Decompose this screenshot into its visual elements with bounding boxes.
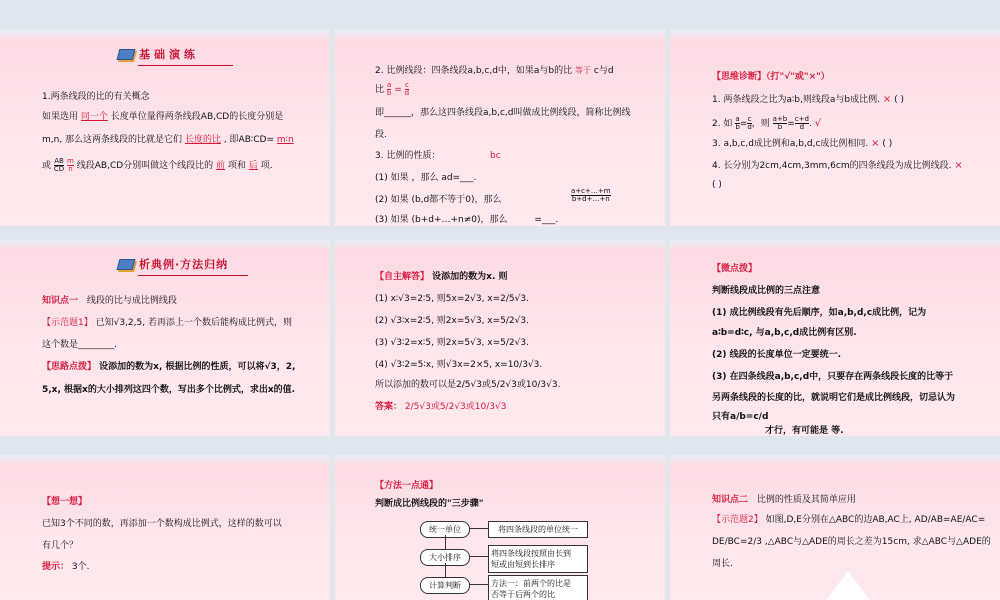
- tips-line-5: 另两条线段的长度的比，就说明它们是成比例线段，切忌认为: [712, 393, 956, 403]
- solution-case-4: (4) √3∶2=5∶x, 则√3x=2×5, x=10/3√3.: [375, 360, 543, 370]
- slide-tips: [670, 240, 1000, 436]
- tips-line-3: (2) 线段的长度单位一定要统一.: [712, 350, 842, 360]
- def-line-4: 段.: [375, 130, 387, 140]
- example-2-line-3: 周长.: [712, 559, 733, 569]
- flow-desc-unify: 将四条线段的单位统一: [488, 521, 588, 538]
- concept-title: 1.两条线段的比的有关概念: [42, 92, 150, 102]
- para-line-1: 如果选用 同一个 长度单位量得两条线段AB,CD的长度分别是: [42, 112, 284, 122]
- prop-title: 3. 比例的性质：: [375, 151, 441, 161]
- cross-mark: ×: [882, 94, 892, 105]
- sum-fraction: a+c+…+m b+d+…+n: [571, 187, 611, 203]
- knowledge-point-1: 知识点一 线段的比与成比例线段: [42, 296, 177, 306]
- slide-proportional-segments: [335, 30, 665, 226]
- diag-header: 【思维诊断】（打"√"或"×"）: [712, 72, 830, 82]
- tips-line-7: 才行，有可能是 等.: [765, 426, 844, 436]
- para-line-3: 或 $\frac{AB}{CD}$ $\frac{m}{n}$ 线段AB,CD分别叫做这个线段比的 前 项和 后 项.: [42, 157, 273, 173]
- think-hint: 提示： 3个.: [42, 562, 90, 572]
- method-title: 判断成比例线段的"三步骤": [375, 499, 484, 509]
- tips-line-6: 只有a/b=c/d: [712, 412, 769, 422]
- section-header: [118, 46, 199, 62]
- cross-mark: ×: [954, 160, 963, 171]
- think-header: 【想一想】: [42, 497, 88, 507]
- example-2-line-2: DE/BC=2/3 ,△ABC与△ADE的周长之差为15cm, 求△ABC与△ADE的: [712, 537, 991, 547]
- slide-basic-practice: [0, 30, 330, 226]
- diag-q2: 2. 如 $\frac{a}{b}$ = $\frac{c}{d}$ ，则 $\frac{a+b}{b}$ = $\frac{c+d}{d}$ . √: [712, 115, 822, 131]
- prop-line-3: (3) 如果 (b+d+…+n≠0)，那么 =___.: [375, 215, 559, 225]
- flow-desc-sort: 将四条线段按照由长到 短或由短到长排序: [488, 545, 588, 573]
- diag-q4-paren: ( ): [712, 180, 722, 190]
- flow-step-compute: 计算判断: [420, 577, 470, 594]
- blank-answer-3: m∶n: [276, 135, 294, 145]
- diag-q1: 1. 两条线段之比为a∶b,则线段a与b成比例. × ( ): [712, 94, 904, 105]
- book-icon: [117, 259, 136, 270]
- example-1-line-1: 【示范题1】 已知√3,2,5, 若再添上一个数后能构成比例式，则: [42, 318, 292, 328]
- solution-summary: 所以添加的数可以是2/5√3或5/2√3或10/3√3.: [375, 380, 561, 390]
- tips-header: 【微点拨】: [712, 264, 758, 274]
- prop-line-1: (1) 如果 ，那么 ad=___.: [375, 173, 477, 183]
- flow-step-sort: 大小排序: [420, 549, 470, 566]
- slide-example-analysis: [0, 240, 330, 436]
- solution-case-2: (2) √3∶x=2∶5, 则2x=5√3, x=5/2√3.: [375, 316, 529, 326]
- cross-mark: ×: [871, 138, 880, 149]
- slide-think: [0, 455, 330, 600]
- book-icon: [117, 49, 136, 60]
- flow-step-unify: 统一单位: [420, 521, 470, 538]
- solution-case-3: (3) √3∶2=x∶5, 则2x=5√3, x=5/2√3.: [375, 338, 529, 348]
- blank-answer-2: 长度的比: [184, 135, 221, 145]
- prop-line-2: (2) 如果 (b,d都不等于0)，那么: [375, 195, 502, 205]
- tips-line-4: (3) 在四条线段a,b,c,d中，只要存在两条线段长度的比等于: [712, 372, 954, 382]
- answer-bc: bc: [490, 151, 501, 161]
- slide-method: [335, 455, 665, 600]
- slide-knowledge-2: [670, 455, 1000, 600]
- solution-header: 【自主解答】 设添加的数为x. 则: [375, 272, 508, 282]
- think-line-2: 有几个？: [42, 541, 79, 551]
- fraction-m-n: $\frac{m}{n}$: [67, 157, 74, 173]
- diag-q4: 4. 长分别为2cm,4cm,3mm,6cm的四条线段为成比例线段. ×: [712, 160, 963, 171]
- hint-line-1: 【思路点拨】 设添加的数为x, 根据比例的性质，可以将√3，2,: [42, 362, 296, 372]
- method-header: 【方法一点通】: [375, 481, 439, 491]
- section-header: [118, 256, 228, 272]
- slide-thinking-diagnosis: [670, 30, 1000, 226]
- tips-line-2: a∶b=d∶c, 与a,b,c,d成比例有区别.: [712, 328, 857, 338]
- fraction-ab-cd: $\frac{AB}{CD}$: [53, 157, 65, 173]
- think-line-1: 已知3个不同的数，再添加一个数构成比例式，这样的数可以: [42, 519, 282, 529]
- check-mark: √: [814, 118, 822, 129]
- slide-self-solution: [335, 240, 665, 436]
- example-2-line-1: 【示范题2】 如图,D,E分别在△ABC的边AB,AC上, AD/AB=AE/AC=: [712, 515, 986, 525]
- para-line-2: m,n, 那么这两条线段的比就是它们 长度的比 , 即AB∶CD= m∶n: [42, 135, 294, 145]
- def-line-3: 即______，那么这四条线段a,b,c,d叫做成比例线段，简称比例线: [375, 108, 631, 118]
- triangle-figure: [818, 571, 878, 600]
- blank-answer-1: 同一个: [80, 112, 108, 122]
- header-text: 析典例·方法归纳: [139, 258, 229, 271]
- header-text: 基础演练: [139, 48, 199, 61]
- def-line-2: 比 $\frac{a}{b}$ = $\frac{c}{d}$: [375, 81, 410, 97]
- def-line-1: 2. 比例线段：四条线段a,b,c,d中，如果a与b的比 等于 c与d: [375, 66, 614, 76]
- tips-title: 判断线段成比例的三点注意: [712, 286, 821, 296]
- solution-answer: 答案： 2/5√3或5/2√3或10/3√3: [375, 402, 507, 412]
- example-1-line-2: 这个数是________.: [42, 340, 117, 350]
- hint-line-2: 5,x, 根据x的大小排列这四个数，写出多个比例式，求出x的值.: [42, 385, 296, 395]
- flow-desc-compute: 方法一：前两个的比是 否等于后两个的比: [488, 575, 588, 600]
- solution-case-1: (1) x∶√3=2∶5, 则5x=2√3, x=2/5√3.: [375, 294, 529, 304]
- diag-q3: 3. a,b,c,d成比例和a,b,d,c成比例相同. × ( ): [712, 138, 893, 149]
- knowledge-point-2: 知识点二 比例的性质及其简单应用: [712, 495, 856, 505]
- tips-line-1: (1) 成比例线段有先后顺序，如a,b,d,c成比例，记为: [712, 308, 927, 318]
